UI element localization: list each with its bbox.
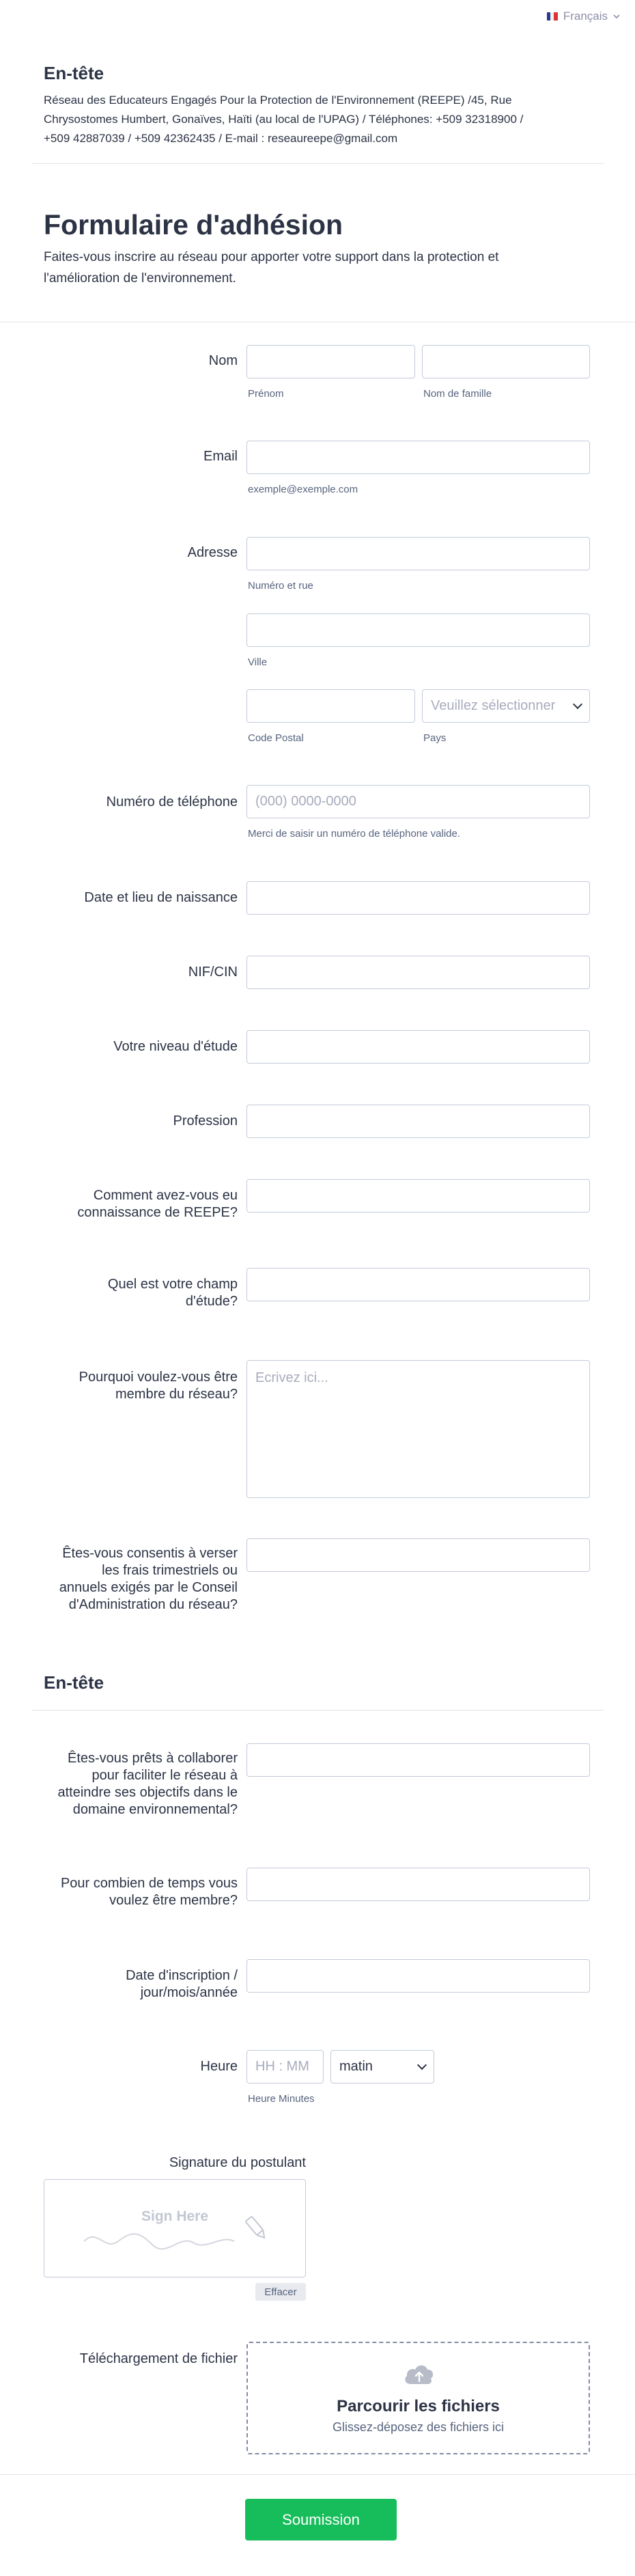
collab-label [33, 1750, 238, 1818]
file-upload-dropzone[interactable] [246, 2342, 590, 2454]
divider [31, 163, 604, 164]
signup-date-input[interactable] [246, 1959, 590, 1993]
level-input[interactable] [246, 1030, 590, 1064]
nif-input[interactable] [246, 956, 590, 989]
first-name-input[interactable] [246, 345, 415, 378]
how-label [33, 1187, 238, 1221]
duration-label [33, 1875, 238, 1909]
form-subtitle-line: Faites-vous inscrire au réseau pour apporter votre support dans la protection et [44, 250, 499, 264]
email-input[interactable] [246, 441, 590, 474]
clear-signature-button[interactable]: Effacer [255, 2283, 306, 2301]
header-title: En-tête [44, 63, 104, 83]
country-select[interactable] [422, 689, 590, 723]
email-label: Email [203, 449, 238, 464]
section-title: En-tête [44, 1672, 104, 1693]
last-name-input[interactable] [422, 345, 590, 378]
name-label: Nom [208, 353, 238, 368]
collab-label-line: atteindre ses objectifs dans le [57, 1785, 238, 1800]
form-title: Formulaire d'adhésion [44, 209, 343, 240]
signup-date-label-line: jour/mois/année [140, 1985, 238, 2000]
chevron-down-icon [573, 700, 582, 709]
header-line: Réseau des Educateurs Engagés Pour la Protection de l'Environnement (REEPE) /45, Rue [44, 94, 512, 107]
level-label: Votre niveau d'étude [113, 1039, 238, 1054]
country-select-value: Veuillez sélectionner [431, 698, 556, 713]
consent-input[interactable] [246, 1538, 590, 1572]
signature-pad[interactable] [44, 2179, 306, 2277]
header-line: Chrysostomes Humbert, Gonaïves, Haïti (au local de l'UPAG) / Téléphones: +509 32318900 / [44, 113, 524, 126]
upload-subtitle: Glissez-déposez des fichiers ici [332, 2420, 505, 2434]
address-label: Adresse [187, 545, 238, 560]
duration-input[interactable] [246, 1868, 590, 1901]
field-of-study-input[interactable] [246, 1268, 590, 1301]
consent-label [33, 1545, 238, 1614]
how-label-line: connaissance de REEPE? [77, 1205, 238, 1220]
time-label: Heure [200, 2059, 238, 2074]
profession-input[interactable] [246, 1105, 590, 1138]
chevron-down-icon [417, 2060, 427, 2070]
language-selector[interactable] [547, 10, 620, 23]
upload-title: Parcourir les fichiers [337, 2397, 500, 2415]
city-sublabel: Ville [248, 656, 268, 668]
last-name-sublabel: Nom de famille [423, 388, 492, 400]
chevron-down-icon [613, 14, 620, 19]
submit-button[interactable]: Soumission [245, 2499, 397, 2540]
signature-label: Signature du postulant [169, 2155, 306, 2170]
signup-date-label [33, 1967, 238, 2002]
language-label: Français [563, 10, 608, 23]
consent-label-line: d'Administration du réseau? [68, 1597, 238, 1612]
french-flag-icon [547, 12, 558, 20]
duration-label-line: voulez être membre? [109, 1893, 238, 1908]
collab-label-line: Êtes-vous prêts à collaborer [67, 1751, 238, 1766]
why-label [33, 1369, 238, 1403]
ampm-select-value: matin [339, 2059, 373, 2074]
form-subtitle-line: l'amélioration de l'environnement. [44, 271, 236, 286]
why-label-line: membre du réseau? [115, 1387, 238, 1402]
zip-sublabel: Code Postal [248, 732, 304, 744]
field-of-study-label [33, 1276, 238, 1310]
form-header [44, 209, 590, 289]
phone-label: Numéro de téléphone [106, 794, 238, 809]
time-input[interactable]: HH : MM [246, 2050, 324, 2083]
why-textarea[interactable]: Ecrivez ici... [246, 1360, 590, 1498]
cloud-upload-icon [402, 2362, 436, 2387]
profession-label: Profession [173, 1113, 238, 1128]
signature-placeholder: Sign Here [141, 2208, 209, 2224]
consent-label-line: annuels exigés par le Conseil [59, 1580, 238, 1595]
signup-date-label-line: Date d'inscription / [126, 1968, 238, 1983]
collab-input[interactable] [246, 1743, 590, 1777]
why-label-line: Pourquoi voulez-vous être [79, 1370, 238, 1385]
birth-input[interactable] [246, 881, 590, 915]
street-input[interactable] [246, 537, 590, 570]
phone-sublabel: Merci de saisir un numéro de téléphone valide. [248, 828, 461, 840]
first-name-sublabel: Prénom [248, 388, 284, 400]
country-sublabel: Pays [423, 732, 447, 744]
consent-label-line: Êtes-vous consentis à verser [62, 1546, 238, 1561]
birth-label: Date et lieu de naissance [84, 890, 238, 905]
how-input[interactable] [246, 1179, 590, 1213]
header-section [44, 63, 590, 148]
how-label-line: Comment avez-vous eu [93, 1188, 238, 1203]
header-line: +509 42887039 / +509 42362435 / E-mail : reseaureepe@gmail.com [44, 132, 398, 145]
city-input[interactable] [246, 613, 590, 647]
signature-scribble-icon [77, 2214, 282, 2255]
divider [0, 2474, 635, 2475]
consent-label-line: les frais trimestriels ou [102, 1563, 238, 1578]
duration-label-line: Pour combien de temps vous [60, 1876, 238, 1891]
time-sublabel: Heure Minutes [248, 2093, 315, 2105]
field-of-study-label-line: Quel est votre champ [107, 1277, 238, 1292]
phone-input[interactable]: (000) 0000-0000 [246, 785, 590, 818]
collab-label-line: pour faciliter le réseau à [91, 1768, 238, 1783]
zip-input[interactable] [246, 689, 415, 723]
collab-label-line: domaine environnemental? [72, 1802, 238, 1817]
nif-label: NIF/CIN [188, 965, 238, 980]
upload-label: Téléchargement de fichier [79, 2351, 238, 2366]
email-sublabel: exemple@exemple.com [248, 484, 358, 495]
divider [31, 1710, 604, 1711]
field-of-study-label-line: d'étude? [185, 1294, 238, 1309]
street-sublabel: Numéro et rue [248, 580, 313, 592]
ampm-select[interactable] [330, 2050, 434, 2083]
